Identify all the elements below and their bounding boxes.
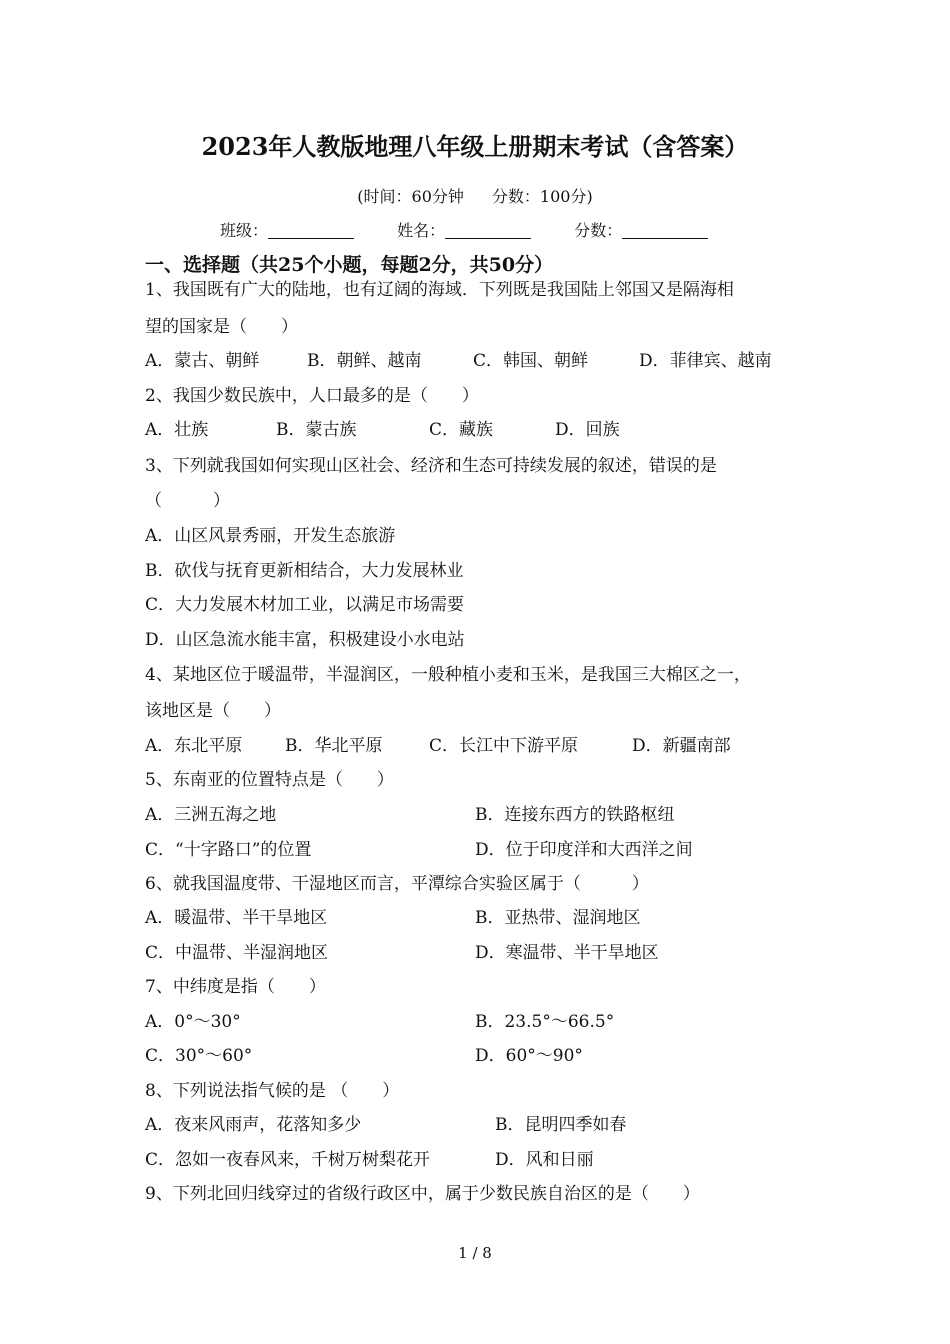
q2-option-c: C．藏族 (429, 420, 494, 440)
question-4-line-2: 该地区是（ ） (145, 701, 281, 721)
question-1-line-1: 1、我国既有广大的陆地，也有辽阔的海域．下列既是我国陆上邻国又是隔海相 (145, 280, 734, 300)
q8-option-c: C．忽如一夜春风来，千树万树梨花开 (145, 1150, 431, 1170)
class-blank[interactable] (268, 220, 354, 239)
q1-option-b: B．朝鲜、越南 (307, 351, 422, 371)
q1-option-a: A．蒙古、朝鲜 (145, 351, 260, 371)
q2-option-a: A．壮族 (145, 420, 209, 440)
q4-option-a: A．东北平原 (145, 736, 243, 756)
question-4-options (145, 733, 825, 759)
q8-option-d: D．风和日丽 (495, 1150, 594, 1170)
section-heading: 一、选择题（共25个小题，每题2分，共50分） (145, 254, 554, 276)
q6-option-d: D．寒温带、半干旱地区 (475, 943, 659, 963)
q3-option-a: A．山区风景秀丽，开发生态旅游 (145, 526, 396, 546)
q8-option-a: A．夜来风雨声，花落知多少 (145, 1115, 362, 1135)
q8-option-b: B．昆明四季如春 (495, 1115, 627, 1135)
q2-option-b: B．蒙古族 (276, 420, 357, 440)
q4-option-b: B．华北平原 (285, 736, 383, 756)
question-7-options-row-2 (145, 1043, 825, 1069)
name-field (397, 218, 531, 244)
q7-option-c: C．30°～60° (145, 1046, 253, 1066)
q7-option-b: B．23.5°～66.5° (475, 1012, 615, 1032)
question-3-line-2: （ ） (145, 491, 230, 511)
page-number: 1 / 8 (458, 1244, 492, 1262)
question-2-options (145, 417, 825, 443)
question-5-options-row-1 (145, 802, 825, 828)
q5-option-d: D．位于印度洋和大西洋之间 (475, 840, 693, 860)
q5-option-c: C．“十字路口”的位置 (145, 840, 312, 860)
q5-option-b: B．连接东西方的铁路枢纽 (475, 805, 675, 825)
q3-option-b: B．砍伐与抚育更新相结合，大力发展林业 (145, 561, 464, 581)
question-5-line-1: 5、东南亚的位置特点是（ ） (145, 770, 394, 790)
question-7-line-1: 7、中纬度是指（ ） (145, 977, 326, 997)
score-label: 分数： (574, 221, 623, 240)
question-1-options (145, 348, 825, 374)
question-3-line-1: 3、下列就我国如何实现山区社会、经济和生态可持续发展的叙述，错误的是 (145, 456, 717, 476)
q4-option-d: D．新疆南部 (632, 736, 731, 756)
class-label: 班级： (220, 221, 269, 240)
q2-option-d: D．回族 (555, 420, 620, 440)
question-4-line-1: 4、某地区位于暖温带，半湿润区，一般种植小麦和玉米，是我国三大棉区之一， (145, 665, 751, 685)
question-5-options-row-2 (145, 837, 825, 863)
document-title: 2023年人教版地理八年级上册期末考试（含答案） (201, 132, 749, 161)
name-blank[interactable] (445, 220, 531, 239)
q1-option-d: D．菲律宾、越南 (639, 351, 772, 371)
score-field (574, 218, 708, 244)
name-label: 姓名： (397, 221, 446, 240)
q7-option-a: A．0°～30° (145, 1012, 241, 1032)
q6-option-a: A．暖温带、半干旱地区 (145, 908, 328, 928)
question-6-line-1: 6、就我国温度带、干湿地区而言，平潭综合实验区属于（ ） (145, 874, 649, 894)
exam-time: (时间：60分钟 (357, 187, 464, 206)
question-2-line-1: 2、我国少数民族中，人口最多的是（ ） (145, 386, 479, 406)
question-8-options-row-2 (145, 1147, 825, 1173)
q3-option-c: C．大力发展木材加工业，以满足市场需要 (145, 595, 465, 615)
q5-option-a: A．三洲五海之地 (145, 805, 277, 825)
question-7-options-row-1 (145, 1009, 825, 1035)
score-blank[interactable] (622, 220, 708, 239)
question-1-line-2: 望的国家是（ ） (145, 317, 298, 337)
q7-option-d: D．60°～90° (475, 1046, 583, 1066)
question-6-options-row-2 (145, 940, 825, 966)
q1-option-c: C．韩国、朝鲜 (473, 351, 589, 371)
exam-info (0, 185, 950, 209)
exam-total-score: 分数：100分) (491, 187, 593, 206)
question-9-line-1: 9、下列北回归线穿过的省级行政区中，属于少数民族自治区的是（ ） (145, 1184, 700, 1204)
q6-option-c: C．中温带、半湿润地区 (145, 943, 329, 963)
question-6-options-row-1 (145, 905, 825, 931)
q6-option-b: B．亚热带、湿润地区 (475, 908, 641, 928)
question-8-options-row-1 (145, 1112, 825, 1138)
question-8-line-1: 8、下列说法指气候的是 （ ） (145, 1081, 400, 1101)
q4-option-c: C．长江中下游平原 (429, 736, 579, 756)
student-fields (220, 218, 746, 244)
class-field (220, 218, 354, 244)
q3-option-d: D．山区急流水能丰富，积极建设小水电站 (145, 630, 465, 650)
